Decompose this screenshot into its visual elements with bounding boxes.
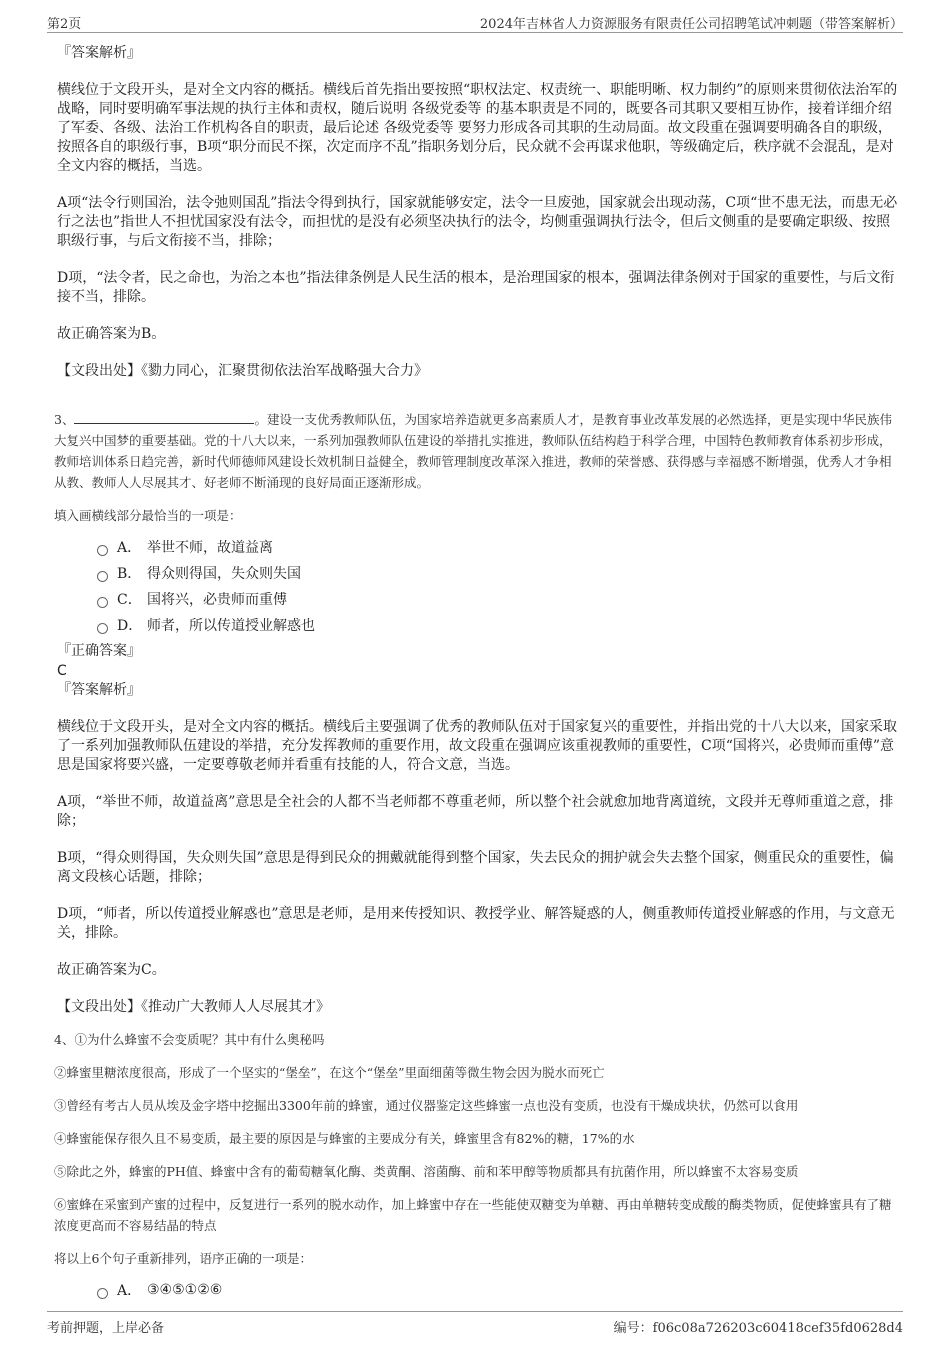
q4-prompt: 将以上6个句子重新排列，语序正确的一项是： (54, 1251, 312, 1266)
q3-prompt: 填入画横线部分最恰当的一项是： (54, 508, 242, 523)
page-header (47, 10, 903, 33)
q4-sentence-6: ⑥蜜蜂在采蜜到产蜜的过程中，反复进行一系列的脱水动作，加上蜂蜜中存在一些能使双糖变为单糖、再由单糖转变成酸的酶类物质，促使蜂蜜具有了糖浓度更高而不容易结晶的特点 (54, 1197, 892, 1233)
q4-sentence-3: ③曾经有考古人员从埃及金字塔中挖掘出3300年前的蜂蜜，通过仪器鉴定这些蜂蜜一点也没有变质，也没有干燥成块状，仍然可以食用 (54, 1098, 799, 1113)
radio-icon[interactable] (97, 1288, 108, 1299)
q3-answer: C (57, 663, 67, 679)
document-body (54, 44, 898, 1303)
q2-source: 【文段出处】《勠力同心，汇聚贯彻依法治军战略强大合力》 (57, 363, 428, 379)
q2-analysis-p1: 横线位于文段开头，是对全文内容的概括。横线后首先指出要按照“职权法定、权责统一、职能明晰、权力制约”的原则来贯彻依法治军的战略，同时要明确军事法规的执行主体和责权，随后说明 各级党委等 的基本职责是不同的，既要各司其职又要相互协作，接着详细介绍了军委、各级、法治工作机构各自的职责，最后论述 各级党委等 要努力形成各司其职的生动局面。故文段重在强调要明确各自的职级，按照各自的职级行事，B项“职分而民不探，次定而序不乱”指职务划分后，民众就不会再谋求他职，等级确定后，秩序就不会混乱，是对全文内容的概括，当选。 (57, 82, 898, 174)
q4-sentence-1: 4、①为什么蜂蜜不会变质呢？其中有什么奥秘吗 (54, 1032, 325, 1047)
page-number: 第2页 (47, 17, 82, 32)
q3-stem-text: 。建设一支优秀教师队伍，为国家培养造就更多高素质人才，是教育事业改革发展的必然选择，更是实现中华民族伟大复兴中国梦的重要基础。党的十八大以来，一系列加强教师队伍建设的举措扎实推进，教师队伍结构趋于科学合理，中国特色教师教育体系初步形成，教师培训体系日趋完善，新时代师德师风建设长效机制日益健全，教师管理制度改革深入推进，教师的荣誉感、获得感与幸福感不断增强，优秀人才争相从教、教师人人尽展其才、好老师不断涌现的良好局面正逐渐形成。 (54, 412, 892, 490)
option-text: ③④⑤①②⑥ (147, 1282, 223, 1298)
q4-sentence-4: ④蜂蜜能保存很久且不易变质，最主要的原因是与蜂蜜的主要成分有关，蜂蜜里含有82%的糖，17%的水 (54, 1131, 635, 1146)
q3-option-d[interactable] (97, 612, 898, 638)
radio-icon[interactable] (97, 571, 108, 582)
q3-analysis-p1: 横线位于文段开头，是对全文内容的概括。横线后主要强调了优秀的教师队伍对于国家复兴的重要性，并指出党的十八大以来，国家采取了一系列加强教师队伍建设的举措，充分发挥教师的重要作用，故文段重在强调应该重视教师的重要性，C项“国将兴，必贵师而重傅”意思是国家将要兴盛，一定要尊敬老师并看重有技能的人，符合文意，当选。 (57, 719, 897, 773)
option-text: 师者，所以传道授业解惑也 (147, 618, 315, 634)
radio-icon[interactable] (97, 623, 108, 634)
q3-options (97, 534, 898, 638)
q3-conclusion: 故正确答案为C。 (57, 962, 166, 978)
q4-options (97, 1277, 898, 1303)
option-text: 得众则得国，失众则失国 (147, 566, 301, 582)
option-letter: C． (117, 592, 142, 608)
option-text: 举世不师，故道益离 (147, 540, 273, 556)
q3-analysis-p2: A项，“举世不师，故道益离”意思是全社会的人都不当老师都不尊重老师，所以整个社会就愈加地背离道统，文段并无尊师重道之意，排除； (57, 794, 894, 829)
q3-analysis-p3: B项，“得众则得国，失众则失国”意思是得到民众的拥戴就能得到整个国家，失去民众的拥护就会失去整个国家，侧重民众的重要性，偏离文段核心话题，排除； (57, 850, 894, 885)
q3-source: 【文段出处】《推动广大教师人人尽展其才》 (57, 999, 330, 1015)
option-text: 国将兴，必贵师而重傅 (147, 592, 287, 608)
q3-option-c[interactable] (97, 586, 898, 612)
q2-analysis-label: 『答案解析』 (57, 45, 141, 61)
option-letter: B． (117, 566, 142, 582)
option-letter: A． (117, 540, 142, 556)
q2-analysis-p2: A项“法令行则国治，法令弛则国乱”指法令得到执行，国家就能够安定，法令一旦废弛，国家就会出现动荡，C项“世不患无法，而患无必行之法也”指世人不担忧国家没有法令，而担忧的是没有必须坚决执行的法令，均侧重强调执行法令，但后文侧重的是要确定职级、按照职级行事，与后文衔接不当，排除； (57, 195, 898, 249)
q2-conclusion: 故正确答案为B。 (57, 326, 166, 342)
q3-analysis-p4: D项，“师者，所以传道授业解惑也”意思是老师，是用来传授知识、教授学业、解答疑惑的人，侧重教师传道授业解惑的作用，与文意无关，排除。 (57, 906, 895, 941)
footer-slogan: 考前押题，上岸必备 (47, 1321, 165, 1336)
option-letter: D． (117, 618, 143, 634)
page-footer (47, 1311, 903, 1336)
q3-stem (54, 409, 898, 493)
q2-analysis-p3: D项，“法令者，民之命也，为治之本也”指法律条例是人民生活的根本，是治理国家的根本，强调法律条例对于国家的重要性，与后文衔接不当，排除。 (57, 270, 895, 305)
q3-option-a[interactable] (97, 534, 898, 560)
document-title: 2024年吉林省人力资源服务有限责任公司招聘笔试冲刺题（带答案解析） (479, 17, 903, 32)
radio-icon[interactable] (97, 545, 108, 556)
option-letter: A． (117, 1283, 142, 1299)
q3-analysis-label: 『答案解析』 (57, 682, 141, 698)
q3-option-b[interactable] (97, 560, 898, 586)
q4-sentence-5: ⑤除此之外，蜂蜜的PH值、蜂蜜中含有的葡萄糖氧化酶、类黄酮、溶菌酶、前和苯甲醇等物质都具有抗菌作用，所以蜂蜜不太容易变质 (54, 1164, 799, 1179)
q3-blank (74, 411, 254, 424)
q4-sentence-2: ②蜂蜜里糖浓度很高，形成了一个坚实的“堡垒”，在这个“堡垒”里面细菌等微生物会因为脱水而死亡 (54, 1065, 605, 1080)
q3-answer-label: 『正确答案』 (57, 643, 141, 659)
document-id: 编号：f06c08a726203c60418cef35fd0628d4 (613, 1321, 903, 1336)
q3-number: 3、 (54, 412, 75, 427)
radio-icon[interactable] (97, 597, 108, 608)
q4-option-a[interactable] (97, 1277, 898, 1303)
